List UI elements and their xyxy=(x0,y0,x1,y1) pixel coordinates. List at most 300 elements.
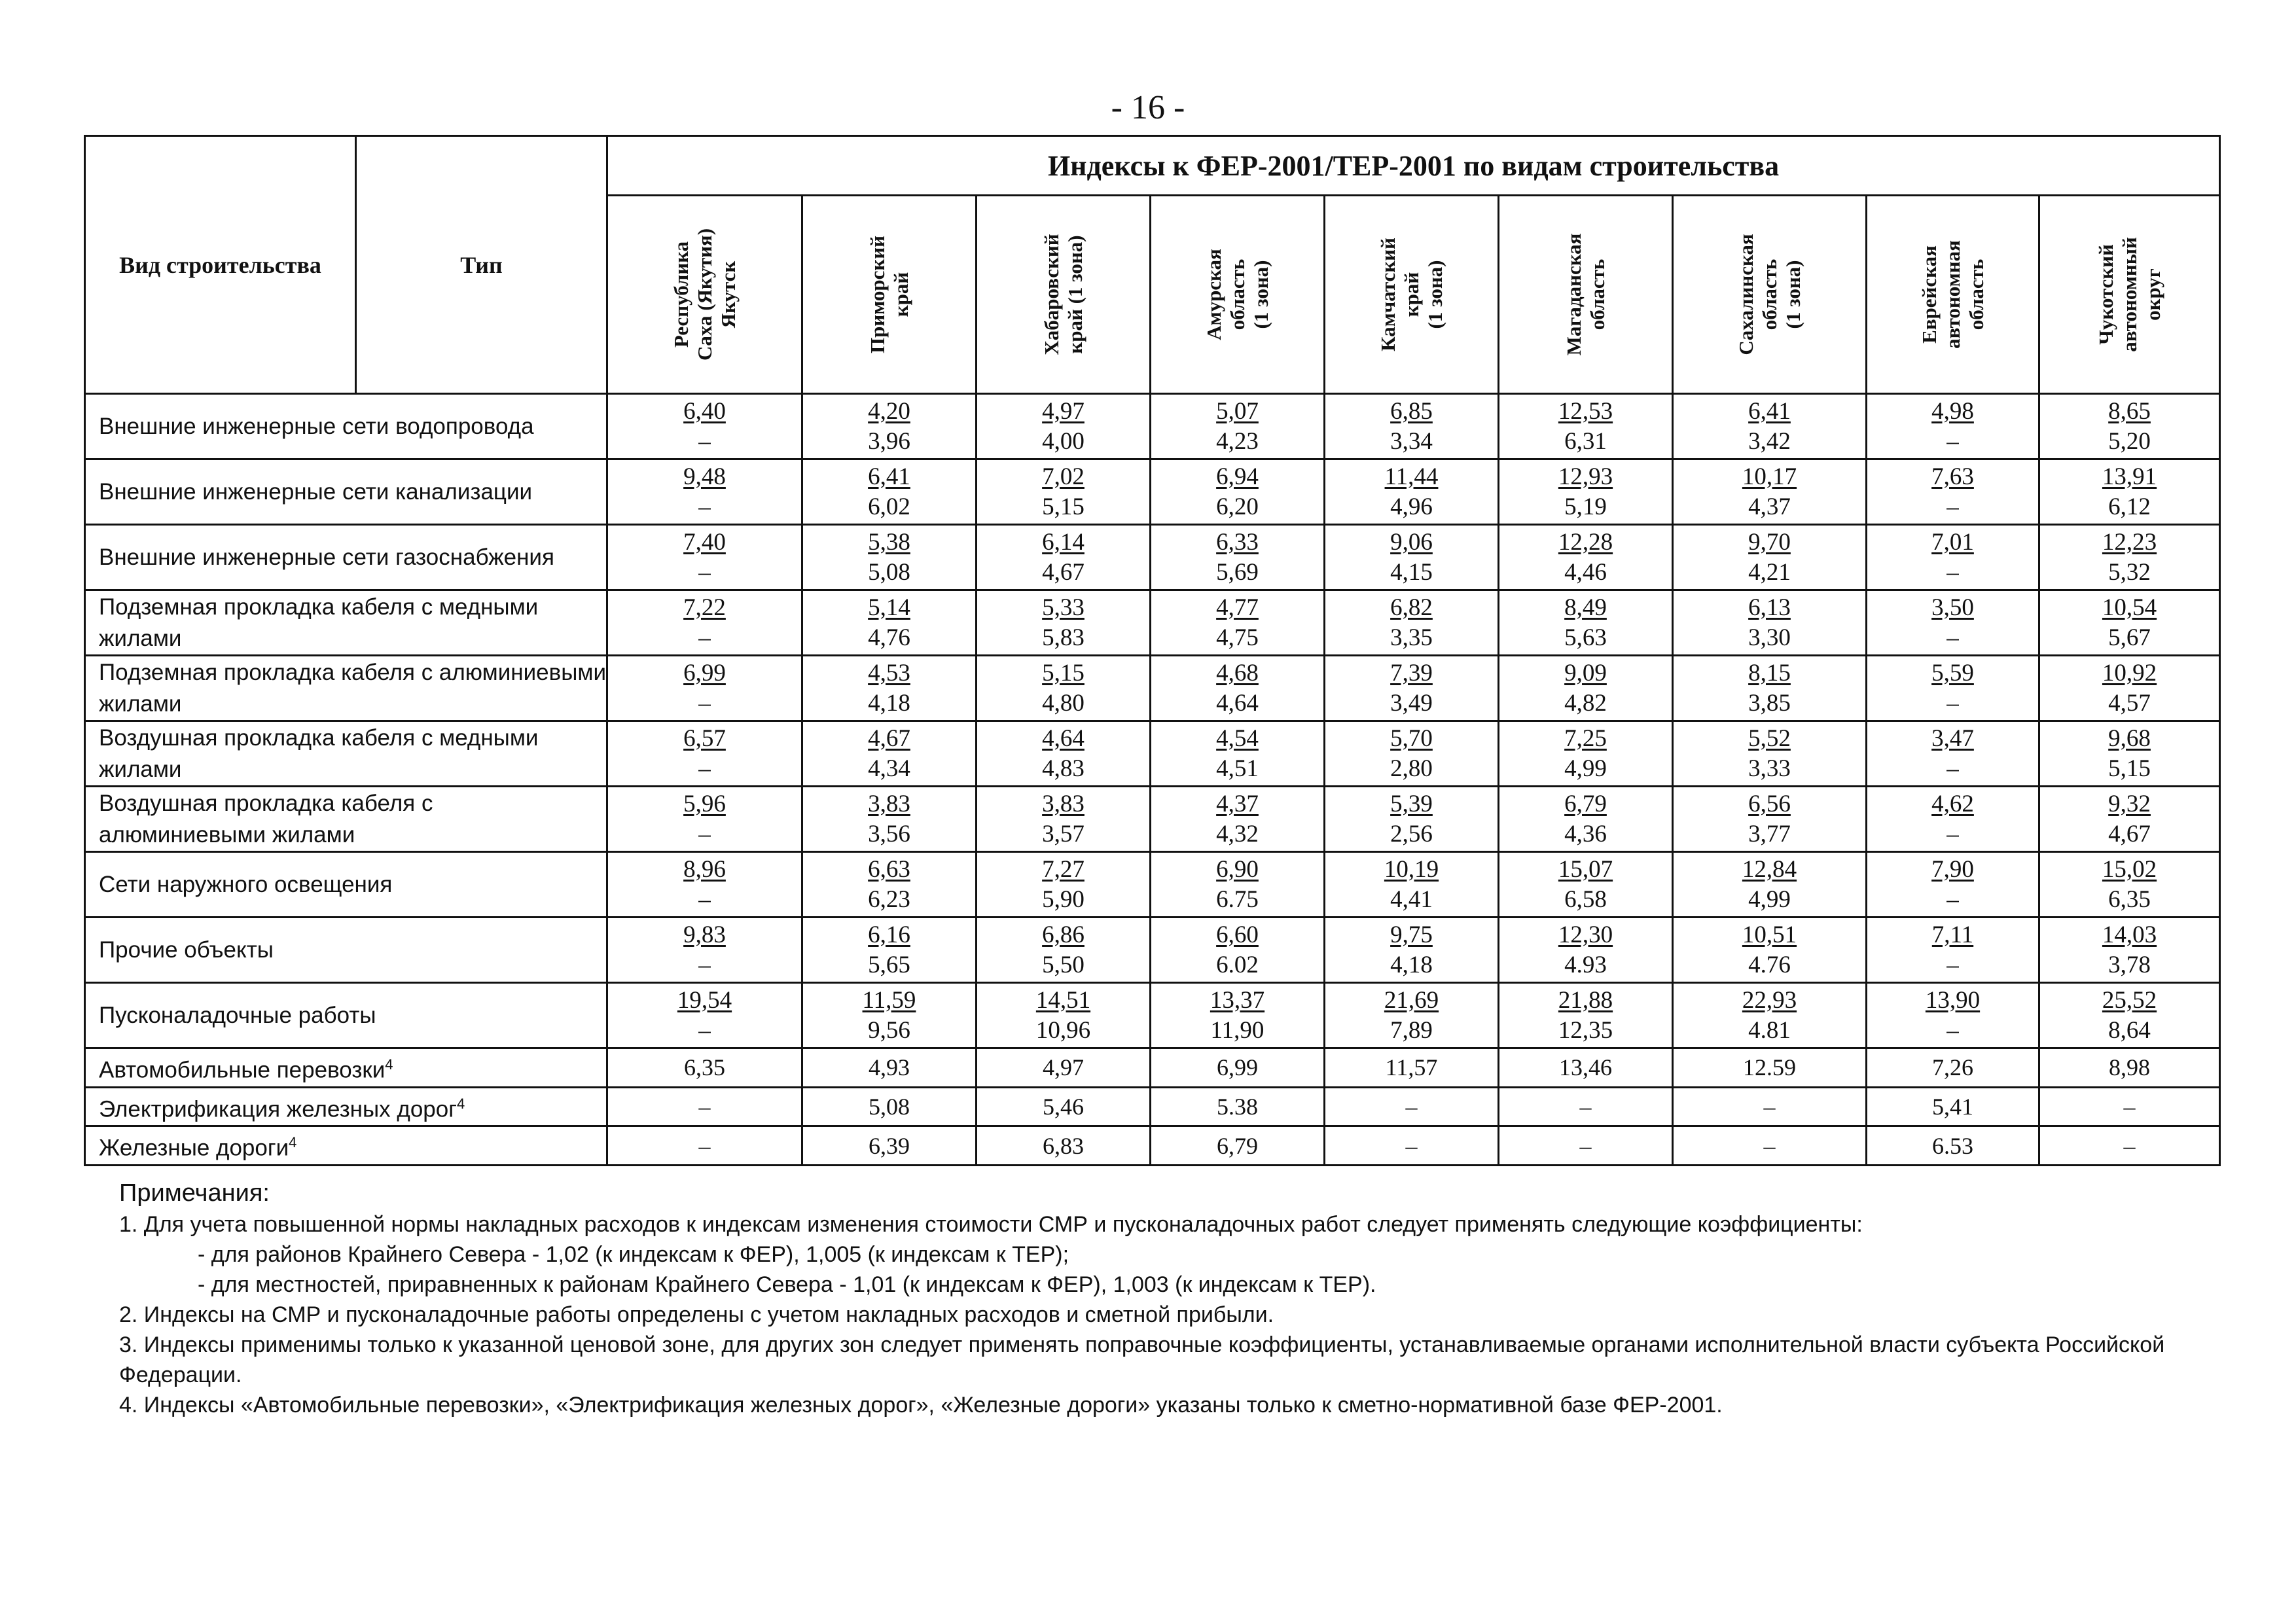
index-smr xyxy=(1499,855,1672,885)
index-cell xyxy=(977,787,1151,852)
index-equipment: 4.76 xyxy=(1748,951,1791,978)
index-equipment: 5,65 xyxy=(868,951,910,978)
index-smr-value: 11,59 xyxy=(862,986,916,1014)
index-cell: 6.53 xyxy=(1867,1126,2039,1166)
index-smr-value: 13,90 xyxy=(1925,986,1981,1014)
index-smr xyxy=(2040,593,2219,623)
index-equipment: 10,96 xyxy=(1035,1016,1091,1044)
index-cell: 4,97 xyxy=(977,1048,1151,1088)
table-row xyxy=(85,590,2220,656)
index-smr xyxy=(1151,855,1323,885)
index-cell xyxy=(1673,852,1867,918)
index-smr xyxy=(1499,789,1672,819)
index-equipment: – xyxy=(698,558,711,586)
index-cell xyxy=(1673,787,1867,852)
index-smr-value: 6,41 xyxy=(868,463,910,490)
region-header-line: край xyxy=(889,272,912,317)
index-cell xyxy=(802,459,977,525)
index-equipment: 6.02 xyxy=(1216,951,1259,978)
index-cell: – xyxy=(1499,1126,1673,1166)
index-equipment: – xyxy=(698,427,711,455)
index-cell xyxy=(1151,525,1325,590)
index-smr xyxy=(1867,986,2038,1016)
index-cell: – xyxy=(1673,1126,1867,1166)
note-2: 2. Индексы на СМР и пусконаладочные работы определены с учетом накладных расходов и сметной прибыли. xyxy=(119,1302,1274,1327)
index-smr-value: 7,11 xyxy=(1931,921,1974,948)
index-cell xyxy=(1151,983,1325,1048)
index-smr xyxy=(1151,920,1323,950)
index-cell xyxy=(802,721,977,787)
index-equipment: 5,90 xyxy=(1042,885,1085,913)
index-smr-value: 12,84 xyxy=(1742,855,1797,883)
footnote-mark: 4 xyxy=(289,1134,297,1151)
index-smr xyxy=(608,724,801,754)
index-equipment: 3,96 xyxy=(868,427,910,455)
index-equipment: 4,64 xyxy=(1216,689,1259,717)
index-smr xyxy=(1499,920,1672,950)
row-name: Внешние инженерные сети канализации xyxy=(85,459,607,525)
table-row xyxy=(85,787,2220,852)
index-equipment: 4,83 xyxy=(1042,755,1085,782)
index-smr xyxy=(1674,986,1865,1016)
index-smr xyxy=(2040,527,2219,558)
index-smr xyxy=(1151,986,1323,1016)
index-equipment: 6,20 xyxy=(1216,493,1259,520)
index-cell: 8,98 xyxy=(2039,1048,2220,1088)
index-smr-value: 13,91 xyxy=(2102,463,2157,490)
index-smr-value: 6,56 xyxy=(1748,790,1791,817)
index-smr-value: 7,01 xyxy=(1931,528,1974,556)
index-smr xyxy=(1867,724,2038,754)
index-cell xyxy=(1151,394,1325,459)
index-equipment: 6,02 xyxy=(868,493,910,520)
row-name: Подземная прокладка кабеля с алюминиевыми жилами xyxy=(85,656,607,721)
index-smr-value: 25,52 xyxy=(2102,986,2157,1014)
index-smr-value: 4,97 xyxy=(1042,397,1085,425)
index-smr xyxy=(1867,920,2038,950)
table-row xyxy=(85,852,2220,918)
index-equipment: 8,64 xyxy=(2108,1016,2151,1044)
index-smr xyxy=(803,397,975,427)
note-1b: - для местностей, приравненных к районам Крайнего Севера - 1,01 (к индексам к ФЕР), 1,003 (к индексам к ТЕР). xyxy=(198,1272,1376,1297)
index-smr xyxy=(1151,462,1323,492)
index-smr-value: 19,54 xyxy=(677,986,732,1014)
index-smr xyxy=(1674,920,1865,950)
index-smr-value: 12,93 xyxy=(1558,463,1613,490)
index-smr xyxy=(1499,527,1672,558)
index-smr xyxy=(977,789,1149,819)
index-smr-value: 4,77 xyxy=(1216,594,1259,621)
region-header-label xyxy=(1918,240,1988,349)
index-equipment: 2,56 xyxy=(1390,820,1433,847)
index-equipment: 4,46 xyxy=(1564,558,1607,586)
region-header-label xyxy=(1376,238,1447,351)
region-header-label xyxy=(1040,234,1087,355)
index-smr xyxy=(1325,462,1498,492)
index-smr xyxy=(1325,658,1498,688)
index-smr-value: 4,68 xyxy=(1216,659,1259,687)
table-row xyxy=(85,983,2220,1048)
row-name: Сети наружного освещения xyxy=(85,852,607,918)
index-smr-value: 10,19 xyxy=(1384,855,1439,883)
index-equipment: 4,36 xyxy=(1564,820,1607,847)
index-cell xyxy=(2039,918,2220,983)
table-row xyxy=(85,459,2220,525)
index-equipment: 5,50 xyxy=(1042,951,1085,978)
index-smr-value: 7,39 xyxy=(1390,659,1433,687)
index-smr-value: 5,96 xyxy=(683,790,726,817)
index-smr-value: 6,33 xyxy=(1216,528,1259,556)
index-cell xyxy=(802,852,977,918)
footnote-mark: 4 xyxy=(385,1056,393,1073)
index-cell xyxy=(1325,787,1499,852)
index-cell xyxy=(1867,656,2039,721)
index-equipment: 4,99 xyxy=(1564,755,1607,782)
index-smr xyxy=(803,724,975,754)
index-smr xyxy=(1151,397,1323,427)
index-smr xyxy=(1325,986,1498,1016)
index-cell: 6,83 xyxy=(977,1126,1151,1166)
index-smr xyxy=(803,527,975,558)
index-equipment: 4,23 xyxy=(1216,427,1259,455)
index-cell xyxy=(607,852,802,918)
index-equipment: 3,57 xyxy=(1042,820,1085,847)
index-cell xyxy=(1673,656,1867,721)
index-smr xyxy=(803,920,975,950)
index-smr xyxy=(608,855,801,885)
index-smr-value: 8,49 xyxy=(1564,594,1607,621)
index-smr xyxy=(977,724,1149,754)
region-header-line: Сахалинская xyxy=(1734,234,1757,355)
index-smr xyxy=(608,462,801,492)
index-equipment: 3,56 xyxy=(868,820,910,847)
index-smr-value: 6,63 xyxy=(868,855,910,883)
region-header xyxy=(1499,196,1673,394)
index-smr-value: 6,14 xyxy=(1042,528,1085,556)
index-smr-value: 3,83 xyxy=(1042,790,1085,817)
region-header-line: Республика xyxy=(669,241,692,348)
index-cell xyxy=(977,394,1151,459)
index-cell xyxy=(1499,787,1673,852)
index-smr-value: 21,88 xyxy=(1558,986,1613,1014)
index-smr-value: 4,54 xyxy=(1216,724,1259,752)
index-cell xyxy=(607,983,802,1048)
index-smr xyxy=(1674,658,1865,688)
index-smr-value: 5,59 xyxy=(1931,659,1974,687)
index-cell xyxy=(1325,525,1499,590)
index-smr xyxy=(608,397,801,427)
index-equipment: 5,15 xyxy=(1042,493,1085,520)
index-cell: 6,79 xyxy=(1151,1126,1325,1166)
index-smr-value: 21,69 xyxy=(1384,986,1439,1014)
index-smr-value: 7,02 xyxy=(1042,463,1085,490)
index-table xyxy=(84,135,2221,1166)
region-header-line: область xyxy=(1757,259,1781,330)
index-smr-value: 6,99 xyxy=(683,659,726,687)
index-smr xyxy=(1325,855,1498,885)
index-smr xyxy=(608,527,801,558)
index-smr-value: 7,22 xyxy=(683,594,726,621)
index-equipment: – xyxy=(1946,885,1959,913)
index-smr xyxy=(1151,527,1323,558)
index-smr-value: 13,37 xyxy=(1210,986,1265,1014)
region-header-line: область xyxy=(1964,259,1988,330)
footnote-mark: 4 xyxy=(456,1095,465,1112)
index-equipment: 3,85 xyxy=(1748,689,1791,717)
index-smr xyxy=(1867,527,2038,558)
index-smr-value: 6,86 xyxy=(1042,921,1085,948)
region-header-line: Магаданская xyxy=(1562,233,1585,356)
index-smr-value: 12,53 xyxy=(1558,397,1613,425)
region-header xyxy=(607,196,802,394)
index-smr xyxy=(2040,658,2219,688)
index-smr-value: 6,85 xyxy=(1390,397,1433,425)
row-name xyxy=(85,1048,607,1088)
region-header-label xyxy=(670,228,740,361)
region-header-line: область xyxy=(1585,259,1609,330)
index-equipment: 9,56 xyxy=(868,1016,910,1044)
index-smr-value: 5,38 xyxy=(868,528,910,556)
index-cell xyxy=(1499,656,1673,721)
table-row xyxy=(85,1087,2220,1126)
index-equipment: 3,35 xyxy=(1390,624,1433,651)
region-header-line: Чукотский xyxy=(2094,244,2117,345)
region-header-line: область xyxy=(1225,259,1249,330)
index-equipment: 4,99 xyxy=(1748,885,1791,913)
region-header-line: округ xyxy=(2141,268,2164,321)
index-cell xyxy=(977,721,1151,787)
index-cell xyxy=(2039,721,2220,787)
index-equipment: 5,32 xyxy=(2108,558,2151,586)
index-cell xyxy=(1151,918,1325,983)
region-header-line: Хабаровский xyxy=(1039,234,1063,355)
index-smr xyxy=(1325,920,1498,950)
header-construction-type: Вид строительства xyxy=(85,136,356,394)
index-cell xyxy=(1325,852,1499,918)
row-name: Подземная прокладка кабеля с медными жилами xyxy=(85,590,607,656)
index-equipment: 3,78 xyxy=(2108,951,2151,978)
region-header xyxy=(802,196,977,394)
index-equipment: 6,31 xyxy=(1564,427,1607,455)
index-smr-value: 8,96 xyxy=(683,855,726,883)
index-equipment: 4,75 xyxy=(1216,624,1259,651)
index-equipment: – xyxy=(698,1016,711,1044)
index-equipment: 3,34 xyxy=(1390,427,1433,455)
index-equipment: – xyxy=(698,689,711,717)
index-cell xyxy=(2039,656,2220,721)
index-smr xyxy=(1867,397,2038,427)
index-cell xyxy=(1325,721,1499,787)
row-name xyxy=(85,1087,607,1126)
table-row xyxy=(85,1048,2220,1088)
region-header xyxy=(1867,196,2039,394)
index-smr-value: 9,75 xyxy=(1390,921,1433,948)
index-equipment: – xyxy=(1946,1016,1959,1044)
index-smr xyxy=(1151,658,1323,688)
index-smr-value: 3,47 xyxy=(1931,724,1974,752)
page-number: - 16 - xyxy=(1111,89,1185,126)
index-smr-value: 6,57 xyxy=(683,724,726,752)
index-cell xyxy=(1867,918,2039,983)
index-equipment: – xyxy=(698,493,711,520)
index-cell xyxy=(607,721,802,787)
note-3: 3. Индексы применимы только к указанной ценовой зоне, для других зон следует применять поправочные коэффициенты, устанавливаемые органами исполнительной власти субъекта Российской Федерации. xyxy=(119,1332,2165,1387)
region-header-label xyxy=(1734,234,1805,355)
table-row xyxy=(85,1126,2220,1166)
index-cell: – xyxy=(1325,1087,1499,1126)
index-smr-value: 5,39 xyxy=(1390,790,1433,817)
index-smr xyxy=(2040,986,2219,1016)
index-cell xyxy=(607,787,802,852)
index-cell xyxy=(1499,721,1673,787)
index-equipment: – xyxy=(1946,689,1959,717)
region-header-label xyxy=(2094,237,2165,352)
index-cell xyxy=(977,656,1151,721)
region-header-line: автономный xyxy=(2117,237,2141,352)
index-smr-value: 12,28 xyxy=(1558,528,1613,556)
index-smr xyxy=(977,855,1149,885)
index-smr-value: 6,40 xyxy=(683,397,726,425)
index-smr-value: 7,40 xyxy=(683,528,726,556)
index-smr-value: 10,17 xyxy=(1742,463,1797,490)
index-smr-value: 8,15 xyxy=(1748,659,1791,687)
index-cell: – xyxy=(1499,1087,1673,1126)
index-smr-value: 4,64 xyxy=(1042,724,1085,752)
row-name: Прочие объекты xyxy=(85,918,607,983)
index-equipment: 4,82 xyxy=(1564,689,1607,717)
index-cell xyxy=(802,590,977,656)
region-header-line: край (1 зона) xyxy=(1063,235,1086,354)
index-equipment: 4,51 xyxy=(1216,755,1259,782)
index-cell: 5,41 xyxy=(1867,1087,2039,1126)
index-cell xyxy=(1673,394,1867,459)
index-equipment: – xyxy=(698,820,711,847)
index-smr xyxy=(608,593,801,623)
index-cell xyxy=(1867,852,2039,918)
index-equipment: 6,12 xyxy=(2108,493,2151,520)
index-smr xyxy=(2040,855,2219,885)
index-equipment: 5,63 xyxy=(1564,624,1607,651)
index-smr xyxy=(977,527,1149,558)
index-cell xyxy=(802,787,977,852)
region-header-line: край xyxy=(1399,272,1423,317)
index-equipment: 12,35 xyxy=(1558,1016,1613,1044)
index-smr-value: 7,90 xyxy=(1931,855,1974,883)
index-equipment: 4,80 xyxy=(1042,689,1085,717)
row-name-text: Железные дороги xyxy=(99,1135,289,1161)
index-smr-value: 22,93 xyxy=(1742,986,1797,1014)
index-smr xyxy=(2040,462,2219,492)
index-smr-value: 5,14 xyxy=(868,594,910,621)
note-1: 1. Для учета повышенной нормы накладных расходов к индексам изменения стоимости СМР и пусконаладочных работ следует применять следующие коэффициенты: xyxy=(119,1212,1863,1237)
index-equipment: 5,20 xyxy=(2108,427,2151,455)
notes xyxy=(119,1178,2200,1420)
index-cell xyxy=(1151,852,1325,918)
index-smr xyxy=(2040,920,2219,950)
index-equipment: – xyxy=(1946,493,1959,520)
index-equipment: – xyxy=(1946,951,1959,978)
index-smr xyxy=(1151,724,1323,754)
index-cell xyxy=(1499,918,1673,983)
index-cell xyxy=(1499,394,1673,459)
region-header-line: Приморский xyxy=(865,235,889,354)
header-type: Тип xyxy=(356,136,607,394)
index-smr xyxy=(1867,789,2038,819)
index-smr xyxy=(803,789,975,819)
index-smr-value: 5,70 xyxy=(1390,724,1433,752)
index-cell xyxy=(1499,459,1673,525)
index-smr xyxy=(803,986,975,1016)
index-cell xyxy=(802,983,977,1048)
index-smr xyxy=(608,789,801,819)
index-equipment: 5,67 xyxy=(2108,624,2151,651)
index-smr xyxy=(977,397,1149,427)
index-equipment: 3,77 xyxy=(1748,820,1791,847)
index-smr-value: 3,50 xyxy=(1931,594,1974,621)
index-equipment: 5,69 xyxy=(1216,558,1259,586)
index-smr-value: 6,41 xyxy=(1748,397,1791,425)
index-smr-value: 12,23 xyxy=(2102,528,2157,556)
index-cell: – xyxy=(1325,1126,1499,1166)
index-cell: 5.38 xyxy=(1151,1087,1325,1126)
index-cell: – xyxy=(1673,1087,1867,1126)
row-name-text: Электрификация железных дорог xyxy=(99,1096,457,1122)
index-cell xyxy=(1499,590,1673,656)
index-smr xyxy=(1867,855,2038,885)
index-cell xyxy=(1151,459,1325,525)
index-equipment: 3,42 xyxy=(1748,427,1791,455)
index-cell xyxy=(607,525,802,590)
region-header xyxy=(1151,196,1325,394)
index-equipment: 6.75 xyxy=(1216,885,1259,913)
index-equipment: 4.81 xyxy=(1748,1016,1791,1044)
index-smr xyxy=(1674,397,1865,427)
index-cell: 11,57 xyxy=(1325,1048,1499,1088)
index-smr xyxy=(977,658,1149,688)
index-cell xyxy=(1325,656,1499,721)
index-cell: 6,39 xyxy=(802,1126,977,1166)
index-smr-value: 10,51 xyxy=(1742,921,1797,948)
table-row xyxy=(85,525,2220,590)
index-cell xyxy=(1867,525,2039,590)
index-smr-value: 4,98 xyxy=(1931,397,1974,425)
index-smr xyxy=(608,658,801,688)
index-cell xyxy=(1151,590,1325,656)
index-smr-value: 10,54 xyxy=(2102,594,2157,621)
index-equipment: 5,08 xyxy=(868,558,910,586)
index-smr xyxy=(608,986,801,1016)
index-smr xyxy=(1867,462,2038,492)
index-smr-value: 6,90 xyxy=(1216,855,1259,883)
region-header-label xyxy=(866,236,913,353)
index-smr-value: 4,37 xyxy=(1216,790,1259,817)
index-smr xyxy=(803,658,975,688)
index-smr-value: 15,02 xyxy=(2102,855,2157,883)
row-name-text: Автомобильные перевозки xyxy=(99,1057,386,1083)
index-smr xyxy=(1674,789,1865,819)
index-smr xyxy=(1499,593,1672,623)
index-equipment: – xyxy=(1946,624,1959,651)
index-equipment: – xyxy=(698,755,711,782)
index-equipment: 4,18 xyxy=(1390,951,1433,978)
region-header-label xyxy=(1202,249,1273,340)
index-cell xyxy=(977,525,1151,590)
index-cell: 4,93 xyxy=(802,1048,977,1088)
index-equipment: 4,18 xyxy=(868,689,910,717)
row-name: Воздушная прокладка кабеля с алюминиевыми жилами xyxy=(85,787,607,852)
index-smr-value: 14,51 xyxy=(1035,986,1091,1014)
index-cell: 5,46 xyxy=(977,1087,1151,1126)
